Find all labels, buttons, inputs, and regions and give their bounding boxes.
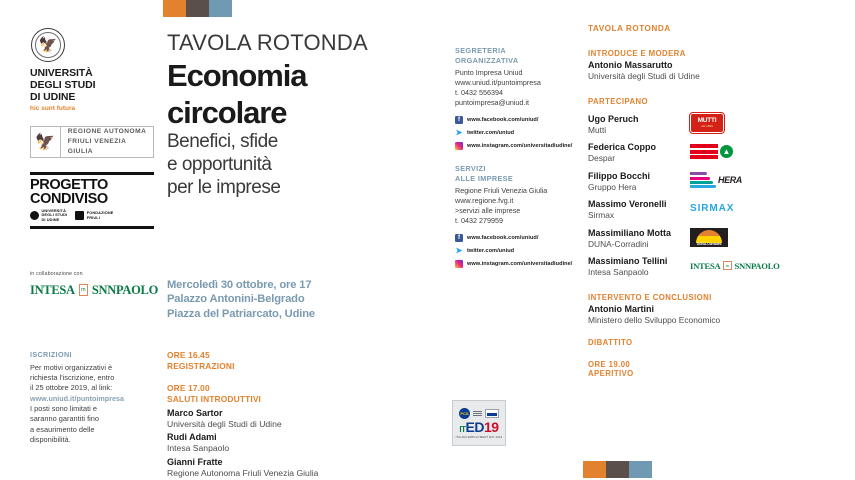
- uniud-crest-icon: [31, 28, 65, 62]
- speaker-entry: [167, 408, 432, 429]
- ited-rule-icon: [473, 411, 482, 416]
- eagle-icon: 🦅: [38, 36, 58, 54]
- intesa-monogram-icon: m: [79, 284, 88, 296]
- moderator-name: Antonio Massarutto: [588, 60, 673, 70]
- ited-caption: ITALIAN EMPLOYMENT DAY 2019: [455, 434, 503, 439]
- pc-fond-line2: FRIULI: [86, 214, 100, 220]
- servizi-website[interactable]: www.regione.fvg.it: [455, 196, 514, 206]
- fvg-logo-text: [61, 127, 153, 156]
- dibattito-block: [588, 338, 828, 347]
- roundtable-kicker: TAVOLA ROTONDA: [588, 24, 671, 33]
- bottom-color-bars: [583, 461, 652, 478]
- social-link-twitter[interactable]: [455, 247, 580, 255]
- sirmax-wordmark: SIRMAX: [690, 203, 735, 215]
- participant-org: DUNA-Corradini: [588, 238, 649, 249]
- participant-org: Sirmax: [588, 210, 615, 221]
- iscrizioni-line-2: richiesta l'iscrizione, entro: [30, 373, 115, 383]
- iscrizioni-block: [30, 350, 150, 445]
- iscrizioni-line-7: disponibilità.: [30, 434, 71, 444]
- venue-block: [167, 278, 432, 321]
- venue-place: Palazzo Antonini-Belgrado: [167, 293, 305, 306]
- progetto-condiviso-logo: [30, 172, 154, 229]
- segreteria-block: [455, 46, 580, 150]
- servizi-details: [455, 186, 580, 226]
- list-item: [588, 255, 828, 277]
- participant-name: Massimiliano Motta: [588, 227, 672, 238]
- intesa-word2: SNNPAOLO: [734, 260, 780, 271]
- uniud-seal-icon: [30, 211, 39, 220]
- pc-uniud-line2: DEGLI STUDI: [41, 212, 68, 218]
- venue-date: Mercoledì 30 ottobre, ore 17: [167, 279, 312, 291]
- page-title-line2: circolare: [167, 94, 287, 130]
- intesa-sanpaolo-logo: [690, 256, 780, 276]
- iscrizioni-line-6: a esaurimento delle: [30, 424, 95, 434]
- segreteria-email[interactable]: puntoimpresa@uniud.it: [455, 98, 530, 107]
- twitter-icon: ➤: [455, 127, 463, 137]
- hera-wave-icon: [690, 172, 716, 188]
- fvg-line1: REGIONE AUTONOMA: [67, 128, 147, 136]
- instagram-icon: [455, 260, 463, 268]
- iscrizioni-link[interactable]: www.uniud.it/puntoimpresa: [30, 393, 124, 403]
- instagram-url: www.instagram.com/universitadiudine/: [467, 142, 573, 149]
- program-slot: [167, 383, 432, 478]
- intervento-name: Antonio Martini: [588, 303, 654, 314]
- uniud-name-line3: DI UDINE: [30, 90, 76, 103]
- speaker-name: Marco Sartor: [167, 407, 223, 418]
- eu-flag-icon: [485, 409, 499, 418]
- program-slot: [167, 350, 432, 372]
- list-item: [588, 112, 828, 134]
- duna-corradini-logo: [690, 227, 728, 247]
- page-subtitle-line2: e opportunità: [167, 153, 272, 175]
- speaker-org: Intesa Sanpaolo: [167, 443, 230, 454]
- list-item: [588, 226, 828, 248]
- speaker-name: Rudi Adami: [167, 432, 217, 443]
- participant-name: Ugo Peruch: [588, 113, 639, 124]
- collaboration-label: in collaborazione con: [30, 270, 83, 277]
- participant-name: Massimo Veronelli: [588, 199, 667, 210]
- color-bar-blue: [209, 0, 232, 17]
- participant-name: Filippo Bocchi: [588, 170, 650, 181]
- servizi-block: [455, 164, 580, 268]
- iscrizioni-line-3: il 25 ottobre 2019, al link:: [30, 383, 113, 393]
- uniud-name-line1: UNIVERSITÀ: [30, 67, 93, 79]
- intesa-sanpaolo-logo: [30, 283, 158, 298]
- despar-logo: [690, 142, 733, 162]
- aperitivo-label: APERITIVO: [588, 368, 634, 378]
- color-bar-brown: [186, 0, 209, 17]
- servizi-heading-line2: ALLE IMPRESE: [455, 173, 514, 183]
- servizi-org: Regione Friuli Venezia Giulia: [455, 186, 548, 196]
- dibattito-heading: DIBATTITO: [588, 337, 633, 347]
- introduce-heading: INTRODUCE E MODERA: [588, 49, 686, 58]
- instagram-icon: [455, 142, 463, 150]
- title-block: [167, 32, 432, 198]
- speaker-entry: [167, 457, 432, 478]
- ited-top-marks: [459, 408, 499, 419]
- facebook-icon: f: [455, 116, 463, 124]
- intesa-word1: INTESA: [30, 282, 75, 297]
- participant-org: Mutti: [588, 124, 607, 135]
- progetto-marks: [30, 209, 154, 223]
- intesa-word2: SNNPAOLO: [91, 282, 158, 297]
- segreteria-website[interactable]: www.uniud.it/puntoimpresa: [455, 78, 541, 88]
- iscrizioni-heading: ISCRIZIONI: [30, 350, 72, 359]
- iscrizioni-line-4: I posti sono limitati e: [30, 403, 97, 413]
- color-bar-orange: [583, 461, 606, 478]
- facebook-icon: f: [455, 234, 463, 242]
- partecipanti-list: [588, 112, 828, 277]
- progetto-mark-fondazione: [75, 211, 113, 220]
- segreteria-office: Punto Impresa Uniud: [455, 68, 523, 78]
- segreteria-heading-line1: SEGRETERIA: [455, 46, 506, 55]
- page-title-line1: Economia: [167, 58, 307, 93]
- poster-kicker: TAVOLA ROTONDA: [167, 30, 368, 55]
- slot-time: ORE 17.00: [167, 382, 210, 393]
- participant-org: Despar: [588, 153, 615, 164]
- venue-address: Piazza del Patriarcato, Udine: [167, 307, 315, 320]
- twitter-url: twitter.com/uniud: [467, 247, 515, 254]
- servizi-phone: t. 0432 279959: [455, 215, 503, 225]
- list-item: [588, 141, 828, 163]
- segreteria-details: [455, 68, 580, 108]
- social-link-facebook[interactable]: [455, 116, 580, 124]
- page-subtitle-line3: per le imprese: [167, 177, 281, 199]
- fvg-line2: FRIULI VENEZIA GIULIA: [67, 137, 127, 155]
- uniud-logo: [30, 28, 158, 112]
- mutti-logo: [690, 113, 724, 133]
- fondazione-seal-icon: [75, 211, 84, 220]
- servizi-socials: [455, 234, 580, 268]
- twitter-url: twitter.com/uniud: [467, 129, 515, 136]
- pc-fond-line1: FONDAZIONE: [86, 210, 114, 216]
- left-logo-column: [30, 28, 158, 298]
- segreteria-phone: t. 0432 556394: [455, 88, 503, 98]
- iscrizioni-line-5: saranno garantiti fino: [30, 414, 100, 424]
- pc-uniud-line3: DI UDINE: [41, 217, 60, 223]
- mutti-tagline: dal 1899: [701, 123, 713, 128]
- ited-it: IT: [459, 424, 466, 434]
- segreteria-heading-line2: ORGANIZZATIVA: [455, 55, 519, 65]
- progetto-line1: PROGETTO: [30, 176, 108, 193]
- ited19-logo: [452, 400, 506, 446]
- social-link-twitter[interactable]: [455, 129, 580, 137]
- regione-fvg-logo: [30, 126, 154, 158]
- color-bar-blue: [629, 461, 652, 478]
- speaker-name: Gianni Fratte: [167, 456, 223, 467]
- servizi-heading-line1: SERVIZI: [455, 163, 486, 173]
- speaker-entry: [167, 432, 432, 453]
- intesa-word1: INTESA: [690, 260, 721, 271]
- intervento-heading: INTERVENTO E CONCLUSIONI: [588, 292, 712, 302]
- introduce-block: [588, 49, 828, 81]
- despar-tree-icon: ▲: [720, 145, 733, 158]
- speaker-org: Regione Autonoma Friuli Venezia Giulia: [167, 467, 319, 478]
- page-subtitle-line1: Benefici, sfide: [167, 130, 278, 152]
- participant-name: Federica Coppo: [588, 142, 657, 153]
- participant-org: Gruppo Hera: [588, 181, 637, 192]
- segreteria-socials: [455, 116, 580, 150]
- contact-info-column: [455, 46, 580, 277]
- ited-wordmark: [459, 420, 498, 434]
- partecipanti-block: [588, 97, 828, 277]
- servizi-path: >servizi alle imprese: [455, 206, 521, 215]
- ited-ed: ED: [465, 418, 484, 435]
- top-color-bars: [163, 0, 232, 17]
- social-link-instagram[interactable]: [455, 142, 580, 150]
- hera-wordmark: HERA: [718, 175, 742, 186]
- social-link-instagram[interactable]: [455, 260, 580, 268]
- facebook-url: www.facebook.com/uniud/: [467, 116, 539, 123]
- moderator-org: Università degli Studi di Udine: [588, 70, 700, 81]
- slot-time: ORE 16.45: [167, 350, 210, 360]
- uniud-motto: hic sunt futura: [30, 104, 76, 112]
- slot-label: SALUTI INTRODUTTIVI: [167, 393, 262, 404]
- mutti-wordmark: MUTTI: [697, 117, 717, 125]
- twitter-icon: ➤: [455, 245, 463, 255]
- iscrizioni-line-1: Per motivi organizzativi è: [30, 362, 113, 372]
- color-bar-brown: [606, 461, 629, 478]
- social-link-facebook[interactable]: [455, 234, 580, 242]
- progetto-line2: CONDIVISO: [30, 190, 108, 207]
- color-bar-orange: [163, 0, 186, 17]
- participant-name: Massimiano Tellini: [588, 256, 668, 267]
- iscrizioni-body: [30, 363, 150, 446]
- pcs-icon: PCS: [459, 408, 470, 419]
- aperitivo-time: ORE 19.00: [588, 359, 631, 369]
- slot-label: REGISTRAZIONI: [167, 360, 235, 371]
- aperitivo-block: [588, 360, 828, 378]
- sirmax-logo: [690, 199, 734, 219]
- instagram-url: www.instagram.com/universitadiudine/: [467, 260, 573, 267]
- list-item: [588, 198, 828, 220]
- roundtable-column: [588, 24, 828, 378]
- intervento-block: [588, 293, 828, 325]
- speaker-org: Università degli Studi di Udine: [167, 418, 282, 429]
- progetto-mark-uniud: [30, 209, 67, 223]
- facebook-url: www.facebook.com/uniud/: [467, 234, 539, 241]
- partecipano-heading: PARTECIPANO: [588, 97, 648, 107]
- hera-logo: [690, 170, 742, 190]
- uniud-name-line2: DEGLI STUDI: [30, 78, 96, 91]
- list-item: [588, 169, 828, 191]
- program-schedule: [167, 350, 432, 480]
- participant-org: Intesa Sanpaolo: [588, 267, 649, 278]
- intesa-monogram-icon: m: [723, 261, 732, 270]
- ited-19: 19: [483, 418, 499, 435]
- fvg-eagle-icon: 🦅: [31, 127, 61, 157]
- duna-wordmark: DUNA-Corradini: [696, 241, 722, 246]
- intervento-org: Ministero dello Sviluppo Economico: [588, 314, 721, 325]
- pc-uniud-line1: UNIVERSITÀ: [41, 207, 67, 213]
- despar-bars-icon: [690, 144, 718, 159]
